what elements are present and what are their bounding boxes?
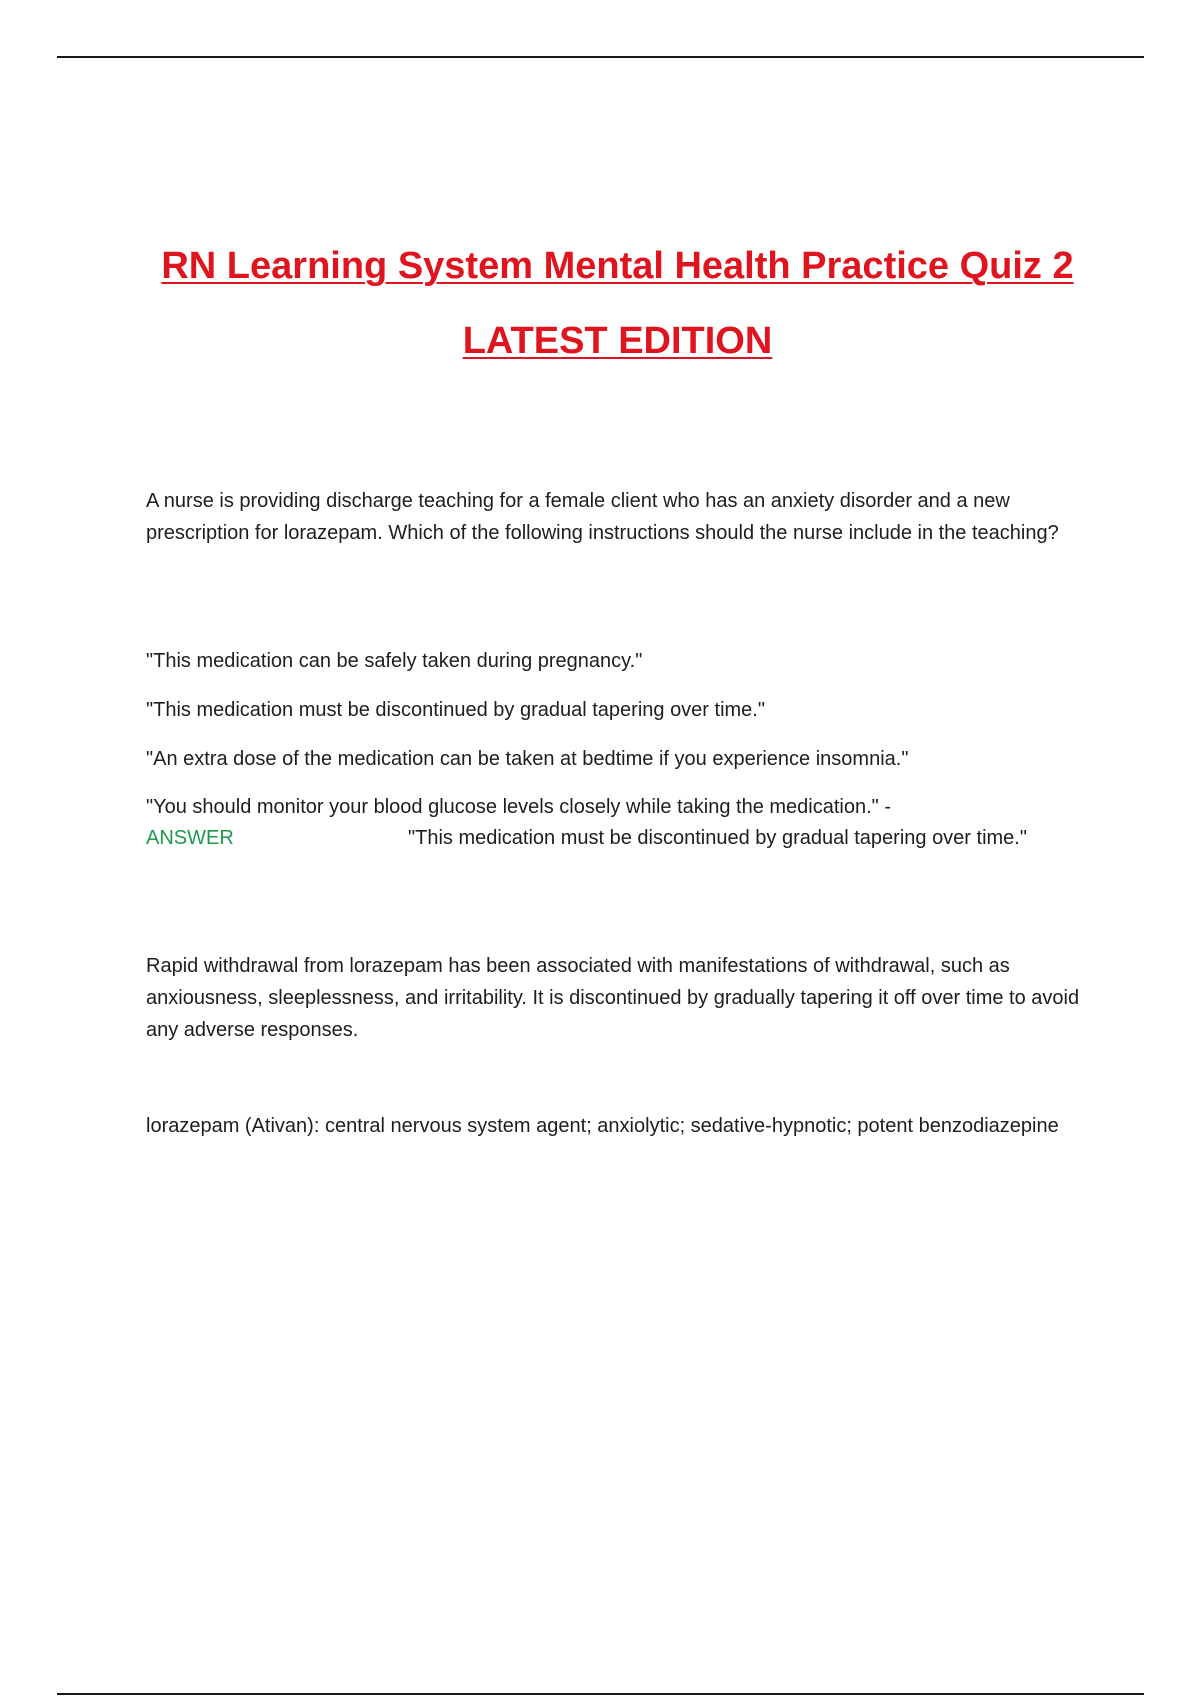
rationale-block [146,950,1086,1046]
answer-label: ANSWER [146,827,234,849]
question-block [146,485,1086,549]
drug-info-text: lorazepam (Ativan): central nervous system agent; anxiolytic; sedative-hypnotic; potent benzodiazepine [146,1115,1059,1137]
option-item-4-with-answer [146,792,1096,854]
document-title: RN Learning System Mental Health Practice Quiz 2 [161,245,1074,287]
option-item-2: "This medication must be discontinued by gradual tapering over time." [146,699,765,721]
option-item-4: "You should monitor your blood glucose levels closely while taking the medication." - [146,796,891,818]
top-horizontal-rule [57,56,1144,58]
answer-options-list [146,645,1096,854]
document-subtitle: LATEST EDITION [462,320,773,362]
rationale-text: Rapid withdrawal from lorazepam has been associated with manifestations of withdrawal, such as anxiousness, sleeplessness, and irritability. It is discontinued by gradually tapering it off over time to avoid any adverse responses. [146,955,1080,1041]
option-item-3: "An extra dose of the medication can be taken at bedtime if you experience insomnia." [146,748,909,770]
question-text: A nurse is providing discharge teaching for a female client who has an anxiety disorder and a new prescription for lorazepam. Which of the following instructions should the nurse include in the teaching? [146,490,1059,544]
option-item-1: "This medication can be safely taken during pregnancy." [146,650,643,672]
answer-text: "This medication must be discontinued by gradual tapering over time." [408,827,1027,849]
drug-info-block [146,1110,1086,1142]
bottom-horizontal-rule [57,1693,1144,1695]
